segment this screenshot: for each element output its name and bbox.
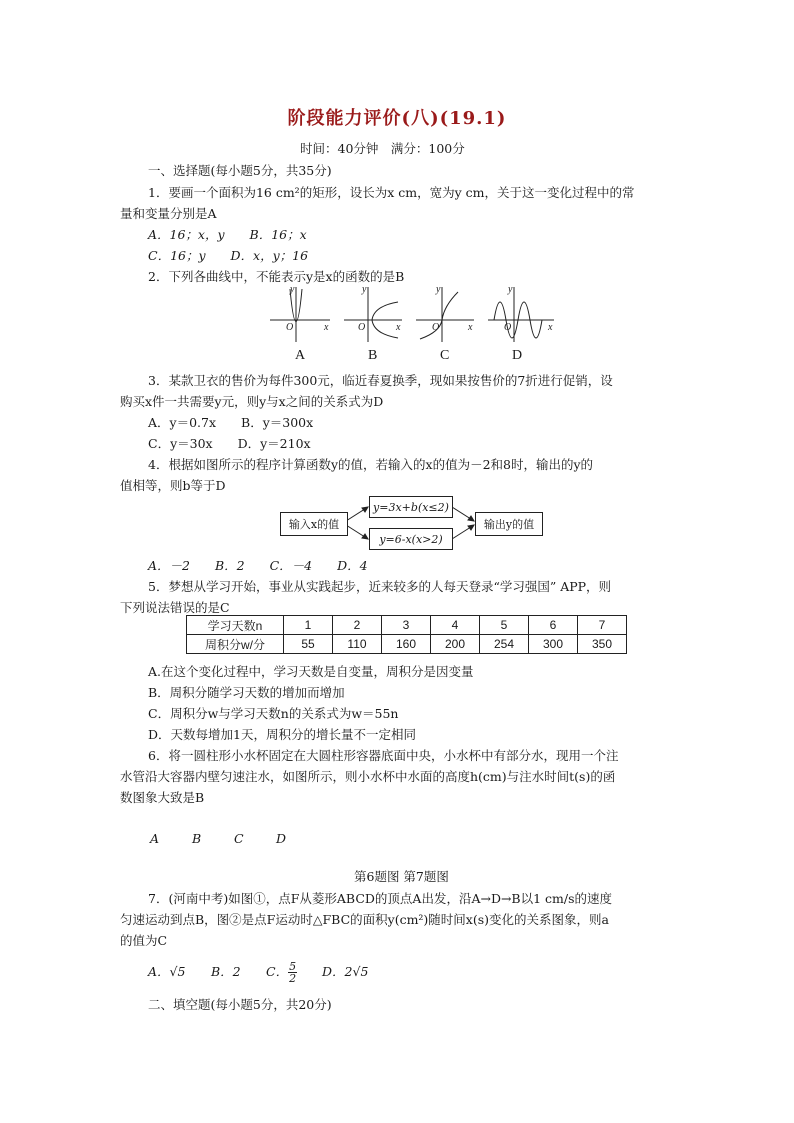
q2-graph-a [270, 287, 330, 342]
q2-graph-d [488, 287, 554, 342]
time-info: 时间：40分钟 满分：100分 [300, 141, 465, 156]
table-cell: 200 [431, 635, 480, 654]
fraction-numerator: 5 [289, 960, 297, 973]
table-row [187, 616, 627, 635]
q2-axis-y-a: y [290, 284, 295, 295]
q7-option-c [266, 960, 297, 984]
q3-line2: 购买x件一共需要y元，则y与x之间的关系式为D [120, 394, 384, 409]
q5-line1: 5．梦想从学习开始，事业从实践起步，近来较多的人每天登录“学习强国” APP，则 [148, 579, 612, 594]
table-cell: 5 [480, 616, 529, 635]
table-cell: 55 [284, 635, 333, 654]
table-cell: 周积分w/分 [187, 635, 284, 654]
table-cell: 学习天数n [187, 616, 284, 635]
q4-line2: 值相等，则b等于D [120, 478, 226, 493]
q2-axis-y-d: y [508, 284, 513, 295]
q7-line2: 匀速运动到点B，图②是点F运动时△FBC的面积y(cm²)随时间x(s)变化的关系图象，则a [120, 912, 609, 927]
q6-label-c: C [234, 831, 244, 846]
q2-origin-b: O [358, 322, 366, 333]
q4-options: A．－2 B．2 C．－4 D．4 [148, 558, 368, 573]
page-title: 阶段能力评价(八)(19.1) [287, 108, 507, 129]
q6-label-a: A [150, 831, 160, 846]
flow-input-box: 输入x的值 [280, 512, 348, 536]
section-heading-choice: 一、选择题(每小题5分，共35分) [148, 163, 332, 178]
section-heading-fill: 二、填空题(每小题5分，共20分) [148, 997, 332, 1012]
table-cell: 1 [284, 616, 333, 635]
q2-axis-y-b: y [362, 284, 367, 295]
q2-label-c: C [440, 348, 450, 363]
q5-option-a: A.在这个变化过程中，学习天数是自变量，周积分是因变量 [148, 664, 474, 679]
q2-label-b: B [368, 348, 378, 363]
q2-label-a: A [295, 348, 306, 363]
table-cell: 6 [529, 616, 578, 635]
q1-line1: 1．要画一个面积为16 cm²的矩形，设长为x cm，宽为y cm，关于这一变化过程中的常 [148, 185, 635, 200]
q1-line2: 量和变量分别是A [120, 206, 217, 221]
q5-option-c: C．周积分w与学习天数n的关系式为w＝55n [148, 706, 399, 721]
q5-option-d: D．天数每增加1天，周积分的增长量不一定相同 [148, 727, 416, 742]
q2-origin-c: O [432, 322, 440, 333]
figure-caption: 第6题图 第7题图 [354, 869, 449, 884]
flow-formula-bottom: y=6-x(x>2) [369, 528, 453, 550]
q2-graph-c [416, 287, 474, 342]
q7-line1: 7．(河南中考)如图①，点F从菱形ABCD的顶点A出发，沿A→D→B以1 cm/s的速度 [148, 891, 613, 906]
flow-formula-top: y=3x+b(x≤2) [369, 496, 453, 518]
table-cell: 254 [480, 635, 529, 654]
q6-label-d: D [276, 831, 287, 846]
q2-axis-x-d: x [548, 322, 553, 333]
table-row [187, 635, 627, 654]
q6-line3: 数图象大致是B [120, 790, 205, 805]
q5-line2: 下列说法错误的是C [120, 600, 230, 615]
q3-options-ab: A．y＝0.7x B．y＝300x [148, 415, 314, 430]
q7-option-a: A．√5 [148, 964, 186, 979]
table-cell: 350 [578, 635, 627, 654]
q6-label-b: B [192, 831, 202, 846]
q6-line2: 水管沿大容器内壁匀速注水，如图所示，则小水杯中水面的高度h(cm)与注水时间t(s)的函 [120, 769, 616, 784]
q3-options-cd: C．y＝30x D．y＝210x [148, 436, 311, 451]
table-cell: 2 [333, 616, 382, 635]
table-cell: 160 [382, 635, 431, 654]
fraction-denominator: 2 [289, 972, 297, 985]
q2-graph-b [344, 287, 402, 342]
table-cell: 110 [333, 635, 382, 654]
q1-options-cd: C．16；y D．x，y；16 [148, 248, 309, 263]
q7-option-b: B．2 [211, 964, 241, 979]
q7-option-d: D．2√5 [322, 964, 369, 979]
q7-option-c-prefix: C． [266, 964, 289, 979]
q3-line1: 3．某款卫衣的售价为每件300元，临近春夏换季，现如果按售价的7折进行促销，设 [148, 373, 613, 388]
q2-line1: 2．下列各曲线中，不能表示y是x的函数的是B [148, 269, 405, 284]
table-cell: 4 [431, 616, 480, 635]
q2-graphs [262, 284, 562, 346]
q5-option-b: B．周积分随学习天数的增加而增加 [148, 685, 345, 700]
q6-line1: 6．将一圆柱形小水杯固定在大圆柱形容器底面中央，小水杯中有部分水，现用一个注 [148, 748, 619, 763]
q2-axis-x-c: x [468, 322, 473, 333]
table-cell: 7 [578, 616, 627, 635]
q4-line1: 4．根据如图所示的程序计算函数y的值，若输入的x的值为－2和8时，输出的y的 [148, 457, 594, 472]
flow-output-box: 输出y的值 [475, 512, 543, 536]
q2-axis-x-a: x [324, 322, 329, 333]
q2-label-d: D [512, 348, 523, 363]
q2-axis-x-b: x [396, 322, 401, 333]
q1-options-ab: A．16；x，y B．16；x [148, 227, 307, 242]
q2-origin-a: O [286, 322, 294, 333]
table-cell: 3 [382, 616, 431, 635]
q2-origin-d: O [504, 322, 512, 333]
table-cell: 300 [529, 635, 578, 654]
q5-table [186, 615, 627, 654]
q2-axis-y-c: y [436, 284, 441, 295]
q7-line3: 的值为C [120, 933, 168, 948]
fraction [288, 961, 297, 984]
